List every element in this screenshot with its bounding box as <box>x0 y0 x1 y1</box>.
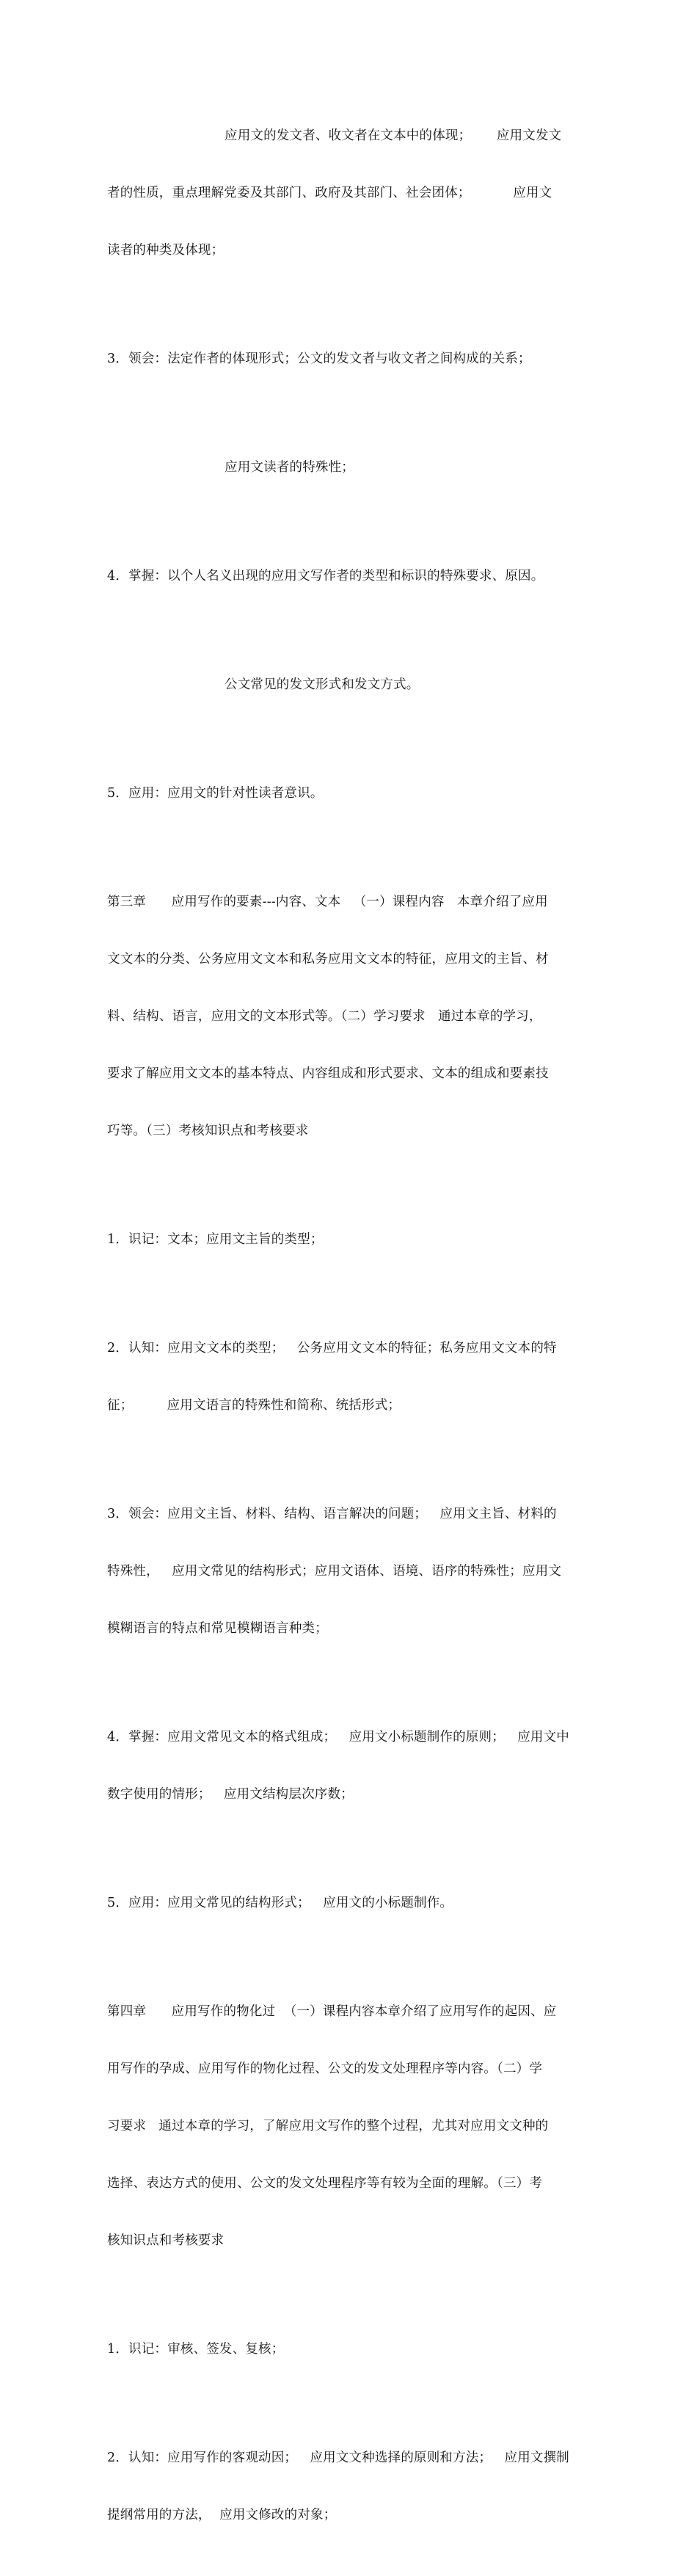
text-line: 3．领会：应用文主旨、材料、结构、语言解决的问题； 应用文主旨、材料的 <box>107 1507 557 1521</box>
text-line: 选择、表达方式的使用、公文的发文处理程序等有较为全面的理解。（三）考 <box>107 2176 543 2191</box>
paragraph-ch4-memorize-1 <box>107 2302 591 2397</box>
text-line: 用写作的孕成、应用写作的物化过程、公文的发文处理程序等内容。（二）学 <box>107 2062 543 2076</box>
document-body <box>107 88 591 2576</box>
paragraph-apply-5 <box>107 746 591 841</box>
paragraph-ch3-comprehend-3 <box>107 1466 591 1676</box>
text-line: 征； 应用文语言的特殊性和简称、统括形式； <box>107 1398 401 1413</box>
text-line: 提纲常用的方法， 应用文修改的对象； <box>107 2508 337 2522</box>
paragraph-chapter-3 <box>107 854 591 1179</box>
text-line: 2．认知：应用文文本的类型； 公务应用文文本的特征；私务应用文文本的特 <box>107 1341 557 1356</box>
text-line: 读者的种类及体现； <box>107 243 225 258</box>
paragraph-reader-particularity <box>107 420 591 515</box>
text-line: 文文本的分类、公务应用文文本和私务应用文文本的特征，应用文的主旨、材 <box>107 952 549 967</box>
text-line: 4．掌握：应用文常见文本的格式组成； 应用文小标题制作的原则； 应用文中 <box>107 1730 570 1744</box>
text-line: 第四章 应用写作的物化过 （一）课程内容本章介绍了应用写作的起因、应 <box>107 2004 557 2019</box>
text-line: 特殊性， 应用文常见的结构形式；应用文语体、语境、语序的特殊性；应用文 <box>107 1564 562 1579</box>
text-line: 巧等。（三）考核知识点和考核要求 <box>107 1124 309 1138</box>
text-line: 5．应用：应用文常见的结构形式； 应用文的小标题制作。 <box>107 1896 453 1910</box>
paragraph-ch3-memorize-1 <box>107 1192 591 1287</box>
text-line: 公文常见的发文形式和发文方式。 <box>225 677 420 692</box>
text-line: 应用文的发文者、收文者在文本中的体现； 应用文发文 <box>225 128 562 143</box>
text-line: 1．识记：审核、签发、复核； <box>107 2342 285 2357</box>
text-line: 习要求 通过本章的学习，了解应用文写作的整个过程，尤其对应用文文种的 <box>107 2119 549 2133</box>
text-line: 要求了解应用文文本的基本特点、内容组成和形式要求、文本的组成和要素技 <box>107 1066 549 1081</box>
paragraph-dispatch-forms <box>107 637 591 732</box>
text-line: 应用文读者的特殊性； <box>225 460 354 475</box>
paragraph-master-4 <box>107 528 591 624</box>
paragraph-author-reader-embodiment <box>107 88 591 298</box>
paragraph-ch3-cognize-2 <box>107 1300 591 1453</box>
text-line: 5．应用：应用文的针对性读者意识。 <box>107 786 324 801</box>
text-line: 核知识点和考核要求 <box>107 2233 225 2248</box>
text-line: 1．识记：文本；应用文主旨的类型； <box>107 1232 324 1247</box>
paragraph-chapter-4 <box>107 1964 591 2288</box>
paragraph-comprehend-3 <box>107 311 591 407</box>
text-line: 第三章 应用写作的要素---内容、文本 （一）课程内容 本章介绍了应用 <box>107 895 548 909</box>
paragraph-ch3-apply-5 <box>107 1855 591 1951</box>
text-line: 模糊语言的特点和常见模糊语言种类； <box>107 1621 328 1636</box>
text-line: 者的性质，重点理解党委及其部门、政府及其部门、社会团体； 应用文 <box>107 186 552 200</box>
paragraph-ch4-cognize-2 <box>107 2410 591 2563</box>
text-line: 2．认知：应用写作的客观动因； 应用文文种选择的原则和方法； 应用文撰制 <box>107 2451 570 2465</box>
text-line: 4．掌握：以个人名义出现的应用文写作者的类型和标识的特殊要求、原因。 <box>107 569 544 583</box>
text-line: 3．领会：法定作者的体现形式；公文的发文者与收文者之间构成的关系； <box>107 352 531 366</box>
paragraph-ch3-master-4 <box>107 1689 591 1842</box>
text-line: 数字使用的情形； 应用文结构层次序数； <box>107 1787 354 1802</box>
text-line: 料、结构、语言，应用文的文本形式等。（二）学习要求 通过本章的学习， <box>107 1009 542 1024</box>
